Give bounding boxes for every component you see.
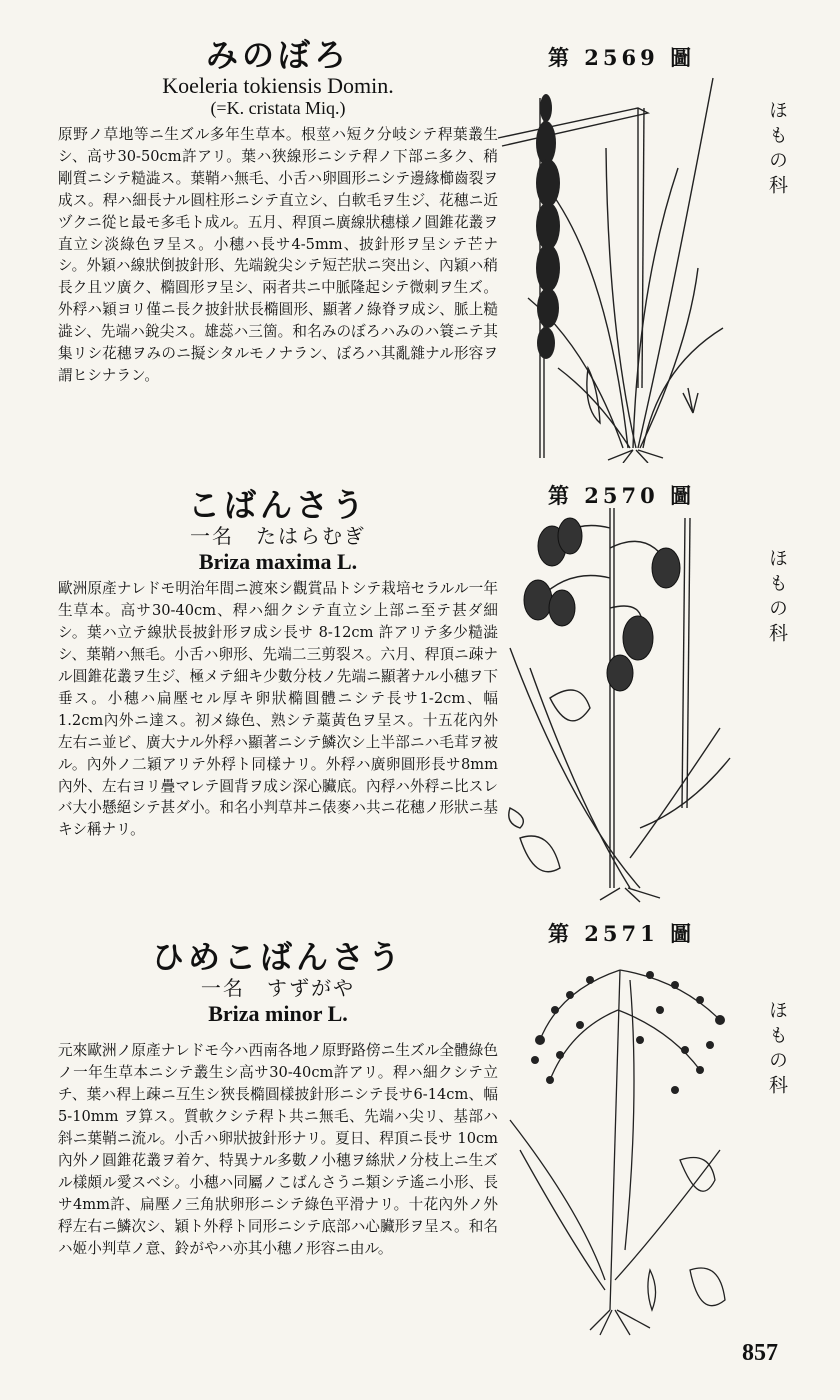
alternate-name: 一名 たはらむぎ bbox=[190, 524, 366, 549]
scientific-name: Briza maxima L. bbox=[198, 549, 358, 575]
entry-himekobansou bbox=[58, 940, 498, 1259]
briza-minor-illustration bbox=[500, 950, 740, 1345]
entry-title: こばんさう bbox=[187, 486, 368, 524]
figure-label: 第 2571 圖 bbox=[548, 921, 696, 946]
alternate-name: 一名 すずがや bbox=[200, 976, 356, 1001]
entry-description: 原野ノ草地等ニ生ズル多年生草本。根莖ハ短ク分岐シテ稈葉叢生シ、高サ30-50cm許アリ。葉ハ狹線形ニシテ稈ノ下部ニ多ク、稍剛質ニシテ糙澁ス。葉鞘ハ無毛、小舌ハ卵圓形ニシテ邊緣櫛齒裂ヲ成ス。稈ハ細長ナル圓柱形ニシテ直立シ、白軟毛ヲ生ジ、花穗ニ近ヅクニ從ヒ最モ多毛ト成ル。五月、稈頂ニ廣線狀穗様ノ圓錐花叢ヲ直立シ淡綠色ヲ呈ス。小穗ハ長サ4-5mm、披針形ヲ呈シテ芒ナシ。外穎ハ線狀倒披針形、先端銳尖シテ短芒狀ニ突出シ、內穎ハ稍長ク且ツ廣ク、橢圓形ヲ呈シ、兩者共ニ中脈隆起シテ微刺ヲ生ズ。外稃ハ穎ヨリ僅ニ長ク披針狀長橢圓形、顯著ノ綠脊ヲ成シ、脈上糙澁シ、先端ハ銳尖ス。雄蕊ハ三箇。和名みのぼろハみのハ簑ニテ其集リシ花穗ヲみのニ擬シタルモノナラン、ぼろハ其亂雜ナル形容ヲ謂ヒシナラン。 bbox=[58, 126, 498, 384]
briza-maxima-illustration bbox=[490, 508, 735, 903]
page-number: 857 bbox=[742, 1340, 778, 1366]
entry-description: 元來歐洲ノ原產ナレドモ今ハ西南各地ノ原野路傍ニ生ズル全體綠色ノ一年生草本ニシテ叢生シ高サ30-40cm許アリ。稈ハ細クシテ立チ、葉ハ稈上疎ニ互生シ狹長橢圓樣披針形ニシテ長サ6-14cm、幅5-10mm ヲ算ス。質軟クシテ稈ト共ニ無毛、先端ハ尖リ、基部ハ斜ニ葉鞘ニ流ル。小舌ハ卵狀披針形ナリ。夏日、稈頂ニ長サ 10cm 內外ノ圓錐花叢ヲ着ケ、特異ナル多數ノ小穗ヲ絲狀ノ分枝上ニ生ズル樣頗ル愛スベシ。小穗ハ同屬ノこばんさうニ類シテ遙ニ小形、長サ4mm許、扁壓ノ三角狀卵形ニシテ綠色平滑ナリ。十花內外ノ外稃左右ニ鱗次シ、穎ト外稃ト同形ニシテ底部ハ心臟形ヲ呈ス。和名ハ姬小判草ノ意、鈴がやハ亦其小穗ノ形容ニ由ル。 bbox=[58, 1042, 498, 1257]
entry-minoboro bbox=[58, 38, 498, 387]
koeleria-plant-illustration bbox=[488, 68, 728, 463]
entry-kobansou bbox=[58, 488, 498, 841]
figure-label: 第 2569 圖 bbox=[548, 45, 696, 70]
entry-title: ひめこばんさう bbox=[151, 938, 404, 976]
synonym: (=K. cristata Miq.) bbox=[210, 98, 346, 119]
family-label: ほもの科 bbox=[766, 100, 788, 200]
entry-title: みのぼろ bbox=[205, 36, 350, 74]
family-label: ほもの科 bbox=[766, 548, 788, 648]
figure-label: 第 2570 圖 bbox=[548, 483, 696, 508]
scientific-name: Koeleria tokiensis Domin. bbox=[162, 73, 394, 99]
family-label: ほもの科 bbox=[766, 1000, 788, 1100]
scientific-name: Briza minor L. bbox=[208, 1001, 348, 1027]
entry-description: 歐洲原產ナレドモ明治年間ニ渡來シ觀賞品トシテ栽培セラルル一年生草本。高サ30-40cm、稈ハ細クシテ直立シ上部ニ至テ甚ダ細シ。葉ハ立テ線狀長披針形ヲ成シ長サ 8-12cm 許アリテ多少糙澁シ、葉鞘ハ無毛。小舌ハ卵形、先端二三剪裂ス。六月、稈頂ニ疎ナル圓錐花叢ヲ生ジ、極メテ細キ少數分枝ノ先端ニ顯著ナル小穗ヲ下垂ス。小穗ハ扁壓セル厚キ卵狀橢圓體ニシテ長サ1-2cm、幅1.2cm內外ニ達ス。初メ綠色、熟シテ藁黃色ヲ呈ス。十五花內外左右ニ並ビ、廣大ナル外稃ハ顯著ニシテ鱗次シ上半部ニハ毛茸ヲ被ル。內外ノ二穎アリテ外稃ト同樣ナリ。外稃ハ廣卵圓形長サ8mm內外、左右ヨリ疊マレテ圓背ヲ成シ深心臟底。內稃ハ外稃ニ比スレバ大小懸絕シテ甚ダ小。和名小判草丼ニ俵麥ハ共ニ花穗ノ形狀ニ基キシ稱ナリ。 bbox=[58, 580, 498, 839]
